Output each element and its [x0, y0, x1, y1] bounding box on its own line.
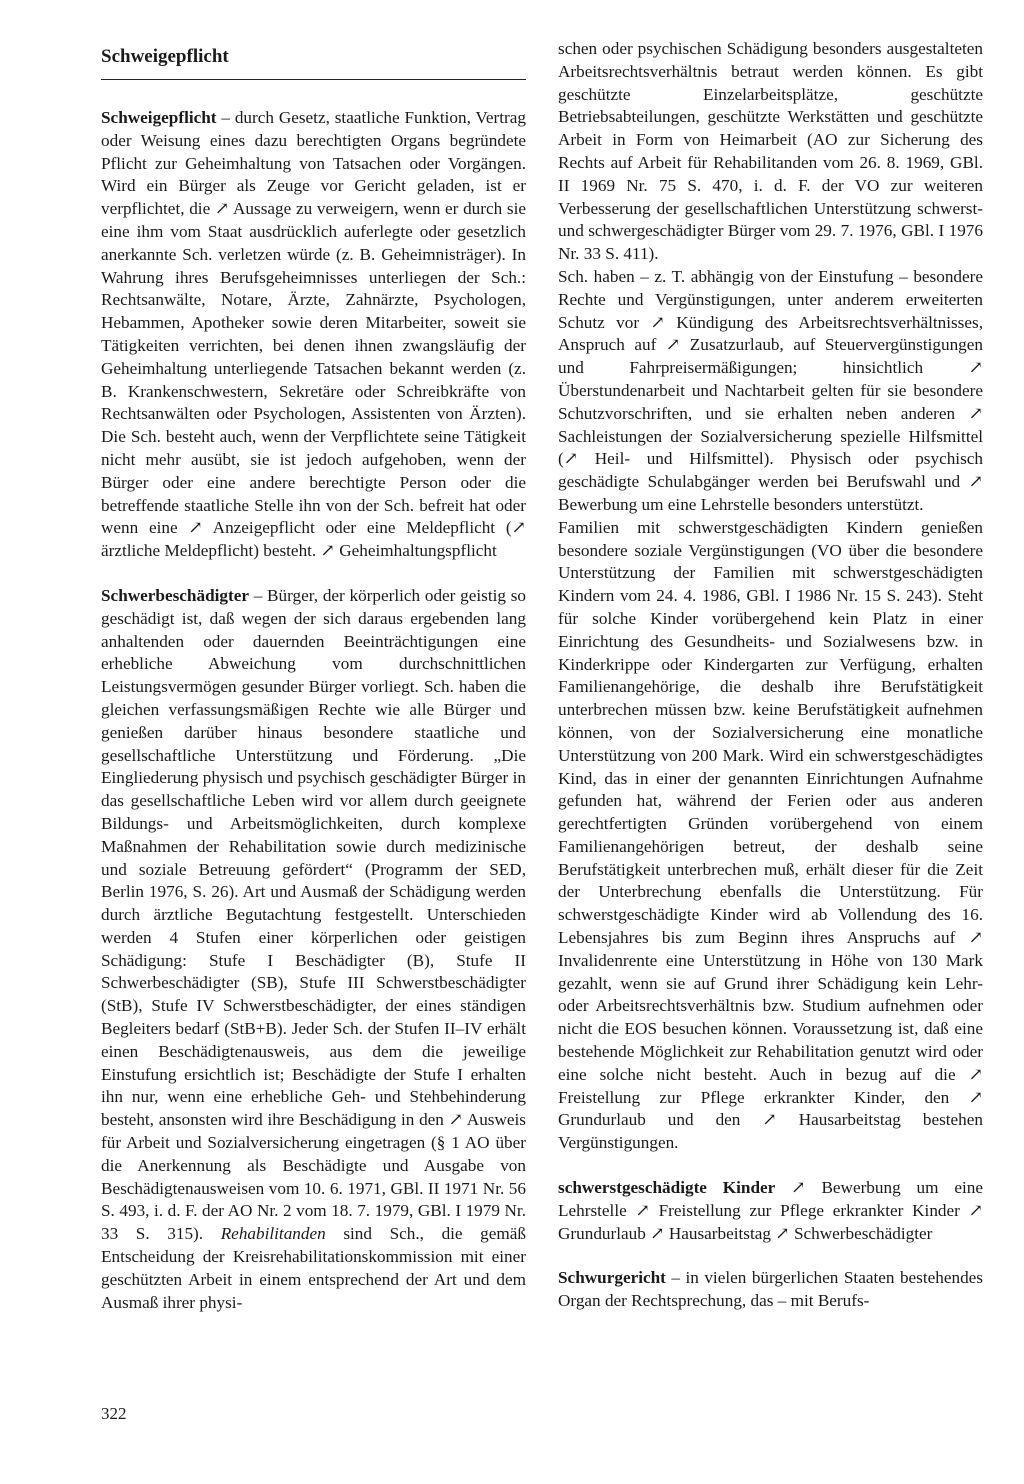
entry-term: schwerstgeschädigte Kinder — [558, 1178, 776, 1198]
entry-schweigepflicht — [101, 107, 526, 563]
entry-schwerstgeschaedigte-kinder — [558, 1177, 983, 1245]
entry-text: ↗ Bewerbung um eine Lehrstelle ↗ Freistellung zur Pflege erkrankter Kinder ↗ Grundurlaub ↗ Hausarbeitstag ↗ Schwerbeschädigter — [558, 1178, 983, 1243]
entry-term: Schwurgericht — [558, 1268, 666, 1288]
entry-text: – Bürger, der körperlich oder geistig so geschädigt ist, daß wegen der sich daraus ergebenden lang anhaltenden oder dauernden Beeinträchtigungen eine erhebliche Abweichung vom durchschnittlichen Leistungsvermögen gesunder Bürger vorliegt. Sch. haben die gleichen verfassungsmäßigen Rechte wie alle Bürger und genießen darüber hinaus besondere staatliche und gesellschaftliche Unterstützung und Förderung. „Die Eingliederung physisch und psychisch geschädigter Bürger in das gesellschaftliche Leben wird vor allem durch geeignete Bildungs- und Arbeitsmöglichkeiten, durch komplexe Maßnahmen der Rehabilitation sowie durch medizinische und soziale Betreuung gefördert“ (Programm der SED, Berlin 1976, S. 26). Art und Ausmaß der Schädigung werden durch ärztliche Begutachtung festgestellt. Unterschieden werden 4 Stufen einer körperlichen oder geistigen Schädigung: Stufe I Beschädigter (B), Stufe II Schwerbeschädigter (SB), Stufe III Schwerstbeschädigter (StB), Stufe IV Schwerstbeschädigter, der eines ständigen Begleiters bedarf (StB+B). Jeder Sch. der Stufen II–IV erhält einen Beschädigtenausweis, aus dem die jeweilige Einstufung ersichtlich ist; Beschädigte der Stufe I erhalten ihn nur, wenn eine erhebliche Geh- und Stehbehinderung besteht, ansonsten wird ihre Beschädigung in den ↗ Ausweis für Arbeit und Sozialversicherung eingetragen (§ 1 AO über die Anerkennung als Beschädigte und Ausgabe von Beschädigtenausweisen vom 10. 6. 1971, GBl. II 1971 Nr. 56 S. 493, i. d. F. der AO Nr. 2 vom 18. 7. 1979, GBl. I 1979 Nr. 33 S. 315). — [101, 585, 526, 1244]
continuation-paragraph: schen oder psychischen Schädigung besonders ausgestalteten Arbeitsrechtsverhältnis betraut werden können. Es gibt geschützte Einzelarbeitsplätze, geschützte Betriebsabteilungen, geschützte Werkstätten und geschützte Arbeit in Form von Heimarbeit (AO zur Sicherung des Rechts auf Arbeit für Rehabilitanden vom 26. 8. 1969, GBl. II 1969 Nr. 75 S. 470, i. d. F. der VO zur weiteren Verbesserung der gesellschaftlichen Unterstützung schwerst- und schwergeschädigter Bürger vom 29. 7. 1976, GBl. I 1976 Nr. 33 S. 411). — [558, 39, 983, 264]
left-column — [101, 107, 526, 1314]
running-header: Schweigepflicht — [101, 46, 229, 67]
continuation-paragraph: Sch. haben – z. T. abhängig von der Einstufung – besondere Rechte und Vergünstigungen, unter anderem erweiterten Schutz vor ↗ Kündigung des Arbeitsrechtsverhältnisses, Anspruch auf ↗ Zusatzurlaub, auf Steuervergünstigungen und Fahrpreisermäßigungen; hinsichtlich ↗ Überstundenarbeit und Nachtarbeit gelten für sie besondere Schutzvorschriften, und sie erhalten neben anderen ↗ Sachleistungen der Sozialversicherung spezielle Hilfsmittel (↗ Heil- und Hilfsmittel). Physisch oder psychisch geschädigte Schulabgänger werden bei Berufswahl und ↗ Bewerbung um eine Lehrstelle besonders unterstützt. — [558, 266, 983, 514]
page-number: 322 — [101, 1404, 127, 1423]
entry-schwurgericht — [558, 1267, 983, 1313]
entry-term: Schwerbeschädigter — [101, 585, 249, 605]
continuation-paragraph: Familien mit schwerstgeschädigten Kindern genießen besondere soziale Vergünstigungen (VO über die besondere Unterstützung der Familien mit schwerstgeschädigten Kindern vom 24. 4. 1986, GBl. I 1986 Nr. 15 S. 243). Steht für solche Kinder vorübergehend kein Platz in einer Einrichtung des Gesundheits- und Sozialwesens bzw. in Kinderkrippe oder Kindergarten zur Verfügung, erhalten Familienangehörige, die deshalb ihre Berufstätigkeit unterbrechen müssen bzw. keine Berufstätigkeit aufnehmen können, von der Sozialversicherung eine monatliche Unterstützung von 200 Mark. Wird ein schwerstgeschädigtes Kind, das in einer der genannten Einrichtungen Aufnahme gefunden hat, während der Ferien oder aus anderen gerechtfertigten Gründen vorübergehend von einem Familienangehörigen betreut, der deshalb seine Berufstätigkeit unterbrechen muß, erhält dieser für die Zeit der Unterbrechung ebenfalls die Unterstützung. Für schwerstgeschädigte Kinder wird ab Vollendung des 16. Lebensjahres bis zum Beginn ihres Anspruchs auf ↗ Invalidenrente eine Unterstützung in Höhe von 130 Mark gezahlt, wenn sie auf Grund ihrer Schädigung kein Lehr- oder Arbeitsrechtsverhältnis bzw. Studium aufnehmen oder nicht die EOS besuchen können. Voraussetzung ist, daß eine bestehende Möglichkeit zur Rehabilitation genutzt wird oder eine solche nicht besteht. Auch in bezug auf die ↗ Freistellung zur Pflege erkrankter Kinder, den ↗ Grundurlaub und den ↗ Hausarbeitstag bestehen Vergünstigungen. — [558, 517, 983, 1153]
entry-schwerbeschaedigter — [101, 585, 526, 1315]
right-column — [558, 38, 983, 1313]
entry-text: – durch Gesetz, staatliche Funktion, Vertrag oder Weisung eines dazu berechtigten Organs begründete Pflicht zur Geheimhaltung von Tatsachen oder Vorgängen. Wird ein Bürger als Zeuge vor Gericht geladen, ist er verpflichtet, die ↗ Aussage zu verweigern, wenn er durch sie eine ihm vom Staat ausdrücklich auferlegte oder gesetzlich anerkannte Sch. verletzen würde (z. B. Geheimnisträger). In Wahrung ihres Berufsgeheimnisses unterliegen der Sch.: Rechtsanwälte, Notare, Ärzte, Zahnärzte, Psychologen, Hebammen, Apotheker sowie deren Mitarbeiter, soweit sie Tätigkeiten verrichten, bei denen ihnen zwangsläufig der Geheimhaltung unterliegende Tatsachen bekannt werden (z. B. Krankenschwestern, Sekretäre oder Schreibkräfte von Rechtsanwälten oder Psychologen, Assistenten von Ärzten). Die Sch. besteht auch, wenn der Verpflichtete seine Tätigkeit nicht mehr ausübt, sie ist jedoch aufgehoben, wenn der Bürger oder eine andere berechtigte Person oder die betreffende staatliche Stelle ihn von der Sch. befreit hat oder wenn eine ↗ Anzeigepflicht oder eine Meldepflicht (↗ ärztliche Meldepflicht) besteht. ↗ Geheimhaltungspflicht — [101, 108, 526, 561]
entry-term: Schweigepflicht — [101, 108, 217, 127]
entry-text: – in vielen bürgerlichen Staaten bestehendes Organ der Rechtsprechung, das – mit Berufs- — [558, 1268, 983, 1311]
entry-text: sind Sch., die gemäß Entscheidung der Kreisrehabilitationskommission mit einer geschützten Arbeit in einem entsprechend der Art und dem Ausmaß ihrer physi- — [101, 1224, 526, 1312]
entry-italic-term: Rehabilitanden — [220, 1224, 326, 1244]
header-rule — [101, 79, 526, 80]
